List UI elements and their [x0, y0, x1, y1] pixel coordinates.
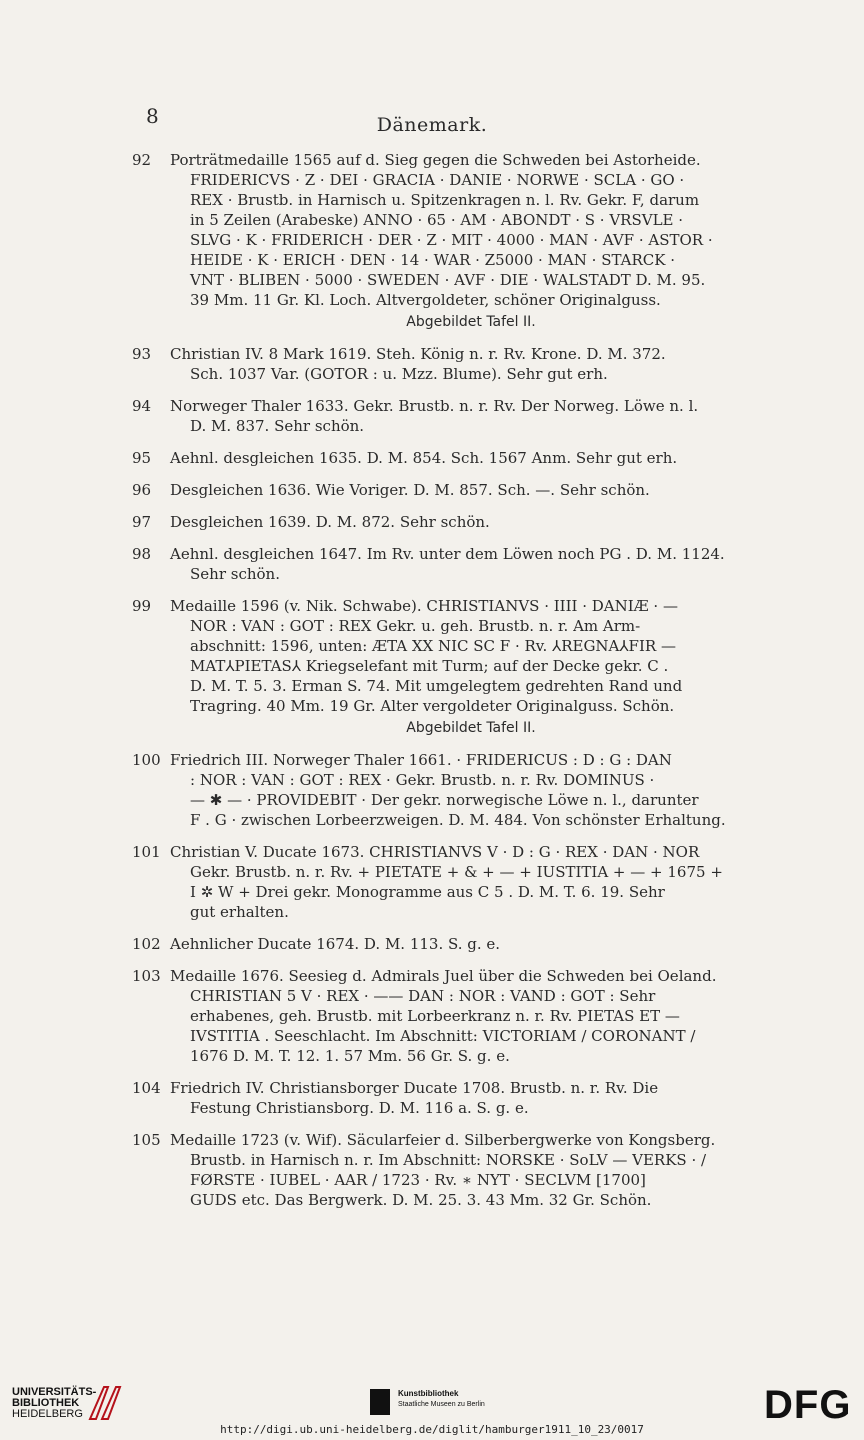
catalog-entry — [132, 448, 772, 468]
entry-line: REX · Brustb. in Harnisch u. Spitzenkragen n. l. Rv. Gekr. F, darum — [190, 191, 700, 209]
entry-line: Aehnl. desgleichen 1647. Im Rv. unter dem Löwen noch PG . D. M. 1124. — [170, 545, 725, 563]
entry-line: Christian V. Ducate 1673. CHRISTIANVS V · D : G · REX · DAN · NOR — [170, 843, 700, 861]
entry-line: Medaille 1596 (v. Nik. Schwabe). CHRISTIANVS · IIII · DANIÆ · — — [170, 597, 678, 615]
entry-line: Norweger Thaler 1633. Gekr. Brustb. n. r. Rv. Der Norweg. Löwe n. l. — [170, 397, 699, 415]
entry-line: abschnitt: 1596, unten: ÆTA XX NIC SC F · Rv. ⅄REGNA⅄FIR — — [190, 637, 676, 655]
entry-number: 93 — [132, 345, 152, 363]
entry-text — [170, 750, 772, 830]
entry-text — [170, 150, 772, 332]
entry-line: Sch. 1037 Var. (GOTOR : u. Mzz. Blume). Sehr gut erh. — [190, 365, 608, 383]
entry-number: 92 — [132, 151, 152, 169]
entry-line: NOR : VAN : GOT : REX Gekr. u. geh. Brustb. n. r. Am Arm- — [190, 617, 641, 635]
catalog-entry — [132, 150, 772, 332]
entry-line: D. M. 837. Sehr schön. — [190, 417, 365, 435]
entry-text — [170, 1130, 772, 1210]
entry-line: VNT · BLIBEN · 5000 · SWEDEN · AVF · DIE · WALSTADT D. M. 95. — [190, 271, 706, 289]
entry-line: Medaille 1723 (v. Wif). Säcularfeier d. Silberbergwerke von Kongsberg. — [170, 1131, 716, 1149]
entry-line: — ✱ — · PROVIDEBIT · Der gekr. norwegische Löwe n. l., darunter — [190, 791, 699, 809]
entry-line: FRIDERICVS · Z · DEI · GRACIA · DANIE · NORWE · SCLA · GO · — [190, 171, 685, 189]
entry-line: CHRISTIAN 5 V · REX · —— DAN : NOR : VAND : GOT : Sehr — [190, 987, 656, 1005]
kb-subtitle: Staatliche Museen zu Berlin — [398, 1401, 485, 1408]
entry-line: Aehnl. desgleichen 1635. D. M. 854. Sch. 1567 Anm. Sehr gut erh. — [170, 449, 678, 467]
entry-line: in 5 Zeilen (Arabeske) ANNO · 65 · AM · ABONDT · S · VRSVLE · — [190, 211, 684, 229]
entry-number: 103 — [132, 967, 161, 985]
uni-logo-line: UNIVERSITÄTS- — [12, 1386, 97, 1398]
entry-text — [170, 934, 772, 954]
entry-line: I ✲ W + Drei gekr. Monogramme aus C 5 . D. M. T. 6. 19. Sehr — [190, 883, 665, 901]
catalog-entry — [132, 544, 772, 584]
entry-line: Christian IV. 8 Mark 1619. Steh. König n. r. Rv. Krone. D. M. 372. — [170, 345, 666, 363]
university-library-logo[interactable] — [12, 1387, 96, 1420]
running-head: Dänemark. — [376, 114, 488, 136]
entry-text — [170, 512, 772, 532]
kb-mark-icon — [370, 1389, 390, 1415]
uni-logo-line: HEIDELBERG — [12, 1408, 83, 1420]
entry-number: 97 — [132, 513, 152, 531]
entry-line: FØRSTE · IUBEL · AAR / 1723 · Rv. ∗ NYT · SECLVM [1700] — [190, 1171, 646, 1189]
entry-line: 1676 D. M. T. 12. 1. 57 Mm. 56 Gr. S. g. e. — [190, 1047, 510, 1065]
entry-line: Desgleichen 1639. D. M. 872. Sehr schön. — [170, 513, 490, 531]
entry-text — [170, 480, 772, 500]
catalog-entry — [132, 344, 772, 384]
uni-logo-line: BIBLIOTHEK — [12, 1397, 80, 1409]
entry-number: 95 — [132, 449, 152, 467]
entry-line: IVSTITIA . Seeschlacht. Im Abschnitt: VICTORIAM / CORONANT / — [190, 1027, 696, 1045]
entry-number: 98 — [132, 545, 152, 563]
entry-line: Aehnlicher Ducate 1674. D. M. 113. S. g. e. — [170, 935, 501, 953]
catalog-entry — [132, 934, 772, 954]
entry-line: Festung Christiansborg. D. M. 116 a. S. g. e. — [190, 1099, 529, 1117]
entry-text — [170, 544, 772, 584]
entry-text — [170, 842, 772, 922]
page-number: 8 — [146, 104, 159, 128]
plate-reference: Abgebildet Tafel II. — [406, 314, 536, 330]
entry-number: 99 — [132, 597, 152, 615]
entry-line: D. M. T. 5. 3. Erman S. 74. Mit umgelegtem gedrehten Rand und — [190, 677, 683, 695]
entry-line: MAT⅄PIETAS⅄ Kriegselefant mit Turm; auf der Decke gekr. C . — [190, 657, 669, 675]
catalog-entries — [132, 150, 772, 1222]
entry-line: gut erhalten. — [190, 903, 289, 921]
catalog-entry — [132, 596, 772, 738]
entry-text — [170, 396, 772, 436]
entry-line: 39 Mm. 11 Gr. Kl. Loch. Altvergoldeter, schöner Originalguss. — [190, 291, 661, 309]
entry-line: Desgleichen 1636. Wie Voriger. D. M. 857. Sch. —. Sehr schön. — [170, 481, 650, 499]
entry-text — [170, 1078, 772, 1118]
entry-number: 94 — [132, 397, 152, 415]
entry-number: 105 — [132, 1131, 161, 1149]
catalog-entry — [132, 842, 772, 922]
catalog-entry — [132, 512, 772, 532]
catalog-entry — [132, 1130, 772, 1210]
entry-number: 96 — [132, 481, 152, 499]
entry-line: SLVG · K · FRIDERICH · DER · Z · MIT · 4000 · MAN · AVF · ASTOR · — [190, 231, 713, 249]
entry-line: Tragring. 40 Mm. 19 Gr. Alter vergoldeter Originalguss. Schön. — [190, 697, 675, 715]
entry-line: Porträtmedaille 1565 auf d. Sieg gegen die Schweden bei Astorheide. — [170, 151, 701, 169]
plate-reference: Abgebildet Tafel II. — [406, 720, 536, 736]
entry-number: 101 — [132, 843, 161, 861]
entry-line: Friedrich IV. Christiansborger Ducate 1708. Brustb. n. r. Rv. Die — [170, 1079, 659, 1097]
catalog-entry — [132, 750, 772, 830]
entry-line: Brustb. in Harnisch n. r. Im Abschnitt: NORSKE · SoLV — VERKS · / — [190, 1151, 707, 1169]
footer — [0, 1375, 864, 1440]
catalog-entry — [132, 1078, 772, 1118]
entry-number: 102 — [132, 935, 161, 953]
entry-line: Friedrich III. Norweger Thaler 1661. · FRIDERICUS : D : G : DAN — [170, 751, 672, 769]
entry-line: GUDS etc. Das Bergwerk. D. M. 25. 3. 43 Mm. 32 Gr. Schön. — [190, 1191, 652, 1209]
entry-text — [170, 966, 772, 1066]
dfg-logo[interactable]: DFG — [764, 1383, 852, 1427]
source-url[interactable]: http://digi.ub.uni-heidelberg.de/diglit/hamburger1911_10_23/0017 — [220, 1423, 644, 1436]
entry-line: Gekr. Brustb. n. r. Rv. + PIETATE + & + — + IUSTITIA + — + 1675 + — [190, 863, 723, 881]
entry-line: Medaille 1676. Seesieg d. Admirals Juel über die Schweden bei Oeland. — [170, 967, 717, 985]
entry-text — [170, 448, 772, 468]
catalog-entry — [132, 396, 772, 436]
entry-text — [170, 344, 772, 384]
entry-number: 104 — [132, 1079, 161, 1097]
entry-line: HEIDE · K · ERICH · DEN · 14 · WAR · Z5000 · MAN · STARCK · — [190, 251, 676, 269]
entry-line: F . G · zwischen Lorbeerzweigen. D. M. 484. Von schönster Erhaltung. — [190, 811, 726, 829]
entry-line: Sehr schön. — [190, 565, 280, 583]
catalog-entry — [132, 966, 772, 1066]
heidelberg-mark-icon — [88, 1385, 122, 1421]
entry-number: 100 — [132, 751, 161, 769]
entry-line: erhabenes, geh. Brustb. mit Lorbeerkranz n. r. Rv. PIETAS ET — — [190, 1007, 680, 1025]
entry-text — [170, 596, 772, 738]
entry-line: : NOR : VAN : GOT : REX · Gekr. Brustb. n. r. Rv. DOMINUS · — [190, 771, 655, 789]
catalog-entry — [132, 480, 772, 500]
kb-title: Kunstbibliothek — [398, 1389, 459, 1398]
